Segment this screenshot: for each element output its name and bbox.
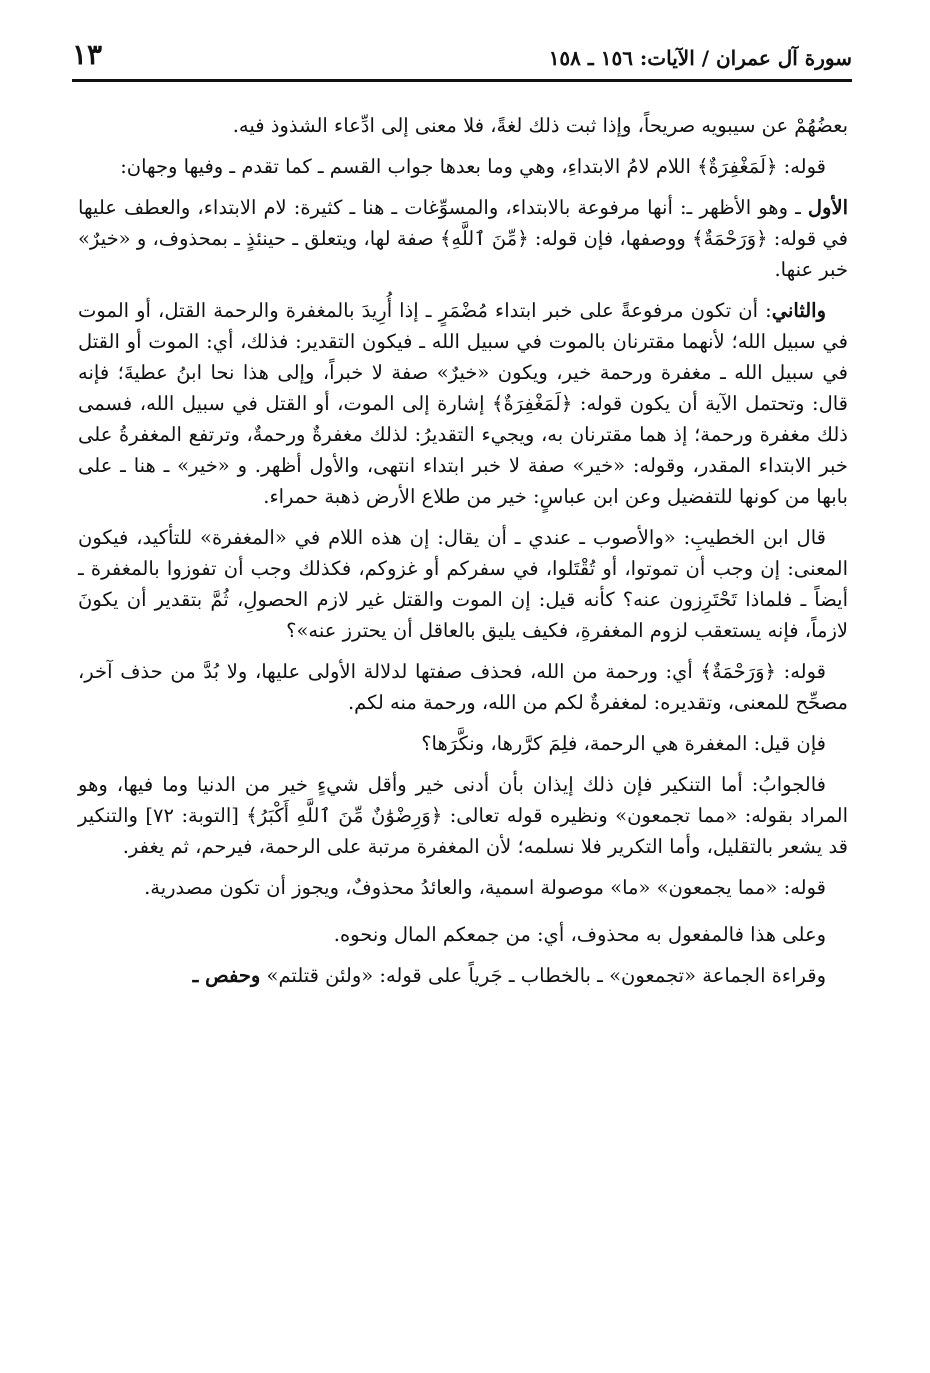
paragraph-4: والثاني: أن تكون مرفوعةً على خبر ابتداء مُضْمَرٍ ـ إذا أُرِيدَ بالمغفرة والرحمة القتل، أو الموت في سبيل الله؛ لأنهما مقترنان بالموت في سبيل الله ـ فيكون التقدير: فذلك، أي: الموت أو القتل في سبيل الله ـ مغفرة ورحمة خير، ويكون «خيرٌ» صفة لا خبراً، وإلى هذا نحا ابنُ عطيةَ؛ فإنه قال: وتحتمل الآية أن يكون قوله: ﴿لَمَغْفِرَةٌ﴾ إشارة إلى الموت، أو القتل في سبيل الله، فسمى ذلك مغفرة ورحمة؛ إذ هما مقترنان به، ويجيء التقديرُ: لذلك مغفرةٌ ورحمةٌ، وترتفع المغفرةُ على خبر الابتداء المقدر، وقوله: «خير» صفة لا خبر ابتداء انتهى، والأول أظهر. و «خير» ـ هنا ـ على بابها من كونها للتفضيل وعن ابن عباسٍ: خير من طلاع الأرض ذهبة حمراء. — [78, 299, 848, 508]
tail-word: وحفص ـ — [192, 964, 261, 987]
paragraph-7: فإن قيل: المغفرة هي الرحمة، فلِمَ كرَّرها، ونكَّرَها؟ — [421, 732, 826, 755]
header-title: سورة آل عمران / الآيات: ١٥٦ ـ ١٥٨ — [548, 46, 852, 70]
paragraph-3: الأول ـ وهو الأظهر ـ: أنها مرفوعة بالابتداء، والمسوِّغات ـ هنا ـ كثيرة: لام الابتداء، والعطف عليها في قوله: ﴿وَرَحْمَةٌ﴾ ووصفها، فإن قوله: ﴿مِّنَ ٱللَّهِ﴾ صفة لها، ويتعلق ـ حينئذٍ ـ بمحذوف، و «خيرٌ» خبر عنها. — [78, 196, 848, 281]
lead-word: والثاني — [771, 299, 826, 322]
paragraph-5: قال ابن الخطيبِ: «والأصوب ـ عندي ـ أن يقال: إن هذه اللام في «المغفرة» للتأكيد، فيكون المعنى: إن وجب أن تموتوا، أو تُقْتَلوا، في سفركم أو غزوكم، فكذلك وجب أن تفوزوا بالمغفرة ـ أيضاً ـ فلماذا تَحْتَرِزون عنه؟ كأنه قيل: إن الموت والقتل غير لازم الحصولِ، ثُمَّ بتقدير أن يكونَ لازماً، فإنه يستعقب لزوم المغفرةِ، فكيف يليق بالعاقل أن يحترز عنه»؟ — [78, 526, 848, 642]
header-rule — [72, 79, 852, 82]
text-body — [78, 110, 848, 991]
paragraph-8: فالجوابُ: أما التنكير فإن ذلك إيذان بأن أدنى خير وأقل شيءٍ خير من الدنيا وما فيها، وهو المراد بقوله: «مما تجمعون» ونظيره قوله تعالى: ﴿وَرِضْوَٰنٌ مِّنَ ٱللَّهِ أَكْبَرُ﴾ [التوبة: ٧٢] والتنكير قد يشعر بالتقليل، وأما التكرير فلا نسلمه؛ لأن المغفرة مرتبة على الرحمة، فيرحم، ثم يغفر. — [78, 773, 849, 858]
page-header — [72, 38, 852, 82]
paragraph-9: قوله: «مما يجمعون» «ما» موصولة اسمية، والعائدُ محذوفٌ، ويجوز أن تكون مصدرية. — [144, 876, 826, 899]
paragraph-10: وعلى هذا فالمفعول به محذوف، أي: من جمعكم المال ونحوه. — [333, 923, 826, 946]
page-number: ١٣ — [72, 38, 103, 71]
paragraph-2: قوله: ﴿لَمَغْفِرَةٌ﴾ اللام لامُ الابتداءِ، وهي وما بعدها جواب القسم ـ كما تقدم ـ وفيها وجهان: — [120, 155, 826, 178]
paragraph-6: قوله: ﴿وَرَحْمَةٌ﴾ أي: ورحمة من الله، فحذف صفتها لدلالة الأولى عليها، ولا بُدَّ من حذف آخر، مصحِّح للمعنى، وتقديره: لمغفرةٌ لكم من الله، ورحمة منه لكم. — [78, 660, 848, 714]
paragraph-11: وقراءة الجماعة «تجمعون» ـ بالخطاب ـ جَرياً على قوله: «ولئن قتلتم» وحفص ـ — [192, 964, 826, 987]
paragraph-1: بعضُهُمْ عن سيبويه صريحاً، وإذا ثبت ذلك لغةً، فلا معنى إلى ادِّعاء الشذوذ فيه. — [232, 114, 848, 137]
lead-word: الأول — [807, 196, 848, 219]
